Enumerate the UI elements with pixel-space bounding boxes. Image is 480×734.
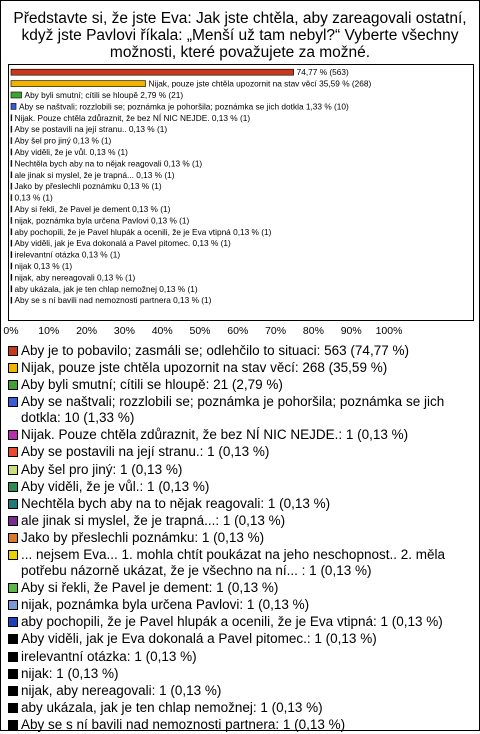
bar-4 [11, 103, 16, 109]
legend-swatch-10 [8, 516, 18, 526]
bar-label-1: 74,77 % (563) [296, 67, 349, 78]
legend-swatch-4 [8, 397, 18, 407]
bar-12 [11, 195, 12, 201]
legend-item-1 [8, 343, 474, 359]
legend-label-16: Aby viděli, jak je Eva dokonalá a Pavel pitomec.: 1 (0,13 %) [21, 631, 377, 647]
bar-9 [11, 160, 12, 166]
bar-label-14: nijak, poznámka byla určena Pavlovi 0,13 % (1) [14, 215, 190, 226]
bar-15 [11, 229, 12, 235]
legend-label-3: Aby byli smutní; cítili se hloupě: 21 (2,79 %) [21, 377, 283, 393]
bar-label-15: aby pochopili, že je Pavel hlupák a ocenili, že je Eva vtipná 0,13 % (1) [14, 226, 272, 237]
legend-label-10: ale jinak si myslel, že je trapná...: 1 (0,13 %) [21, 512, 286, 528]
chart-title: Představte si, že jste Eva: Jak jste chtěla, aby zareagovali ostatní, když jste Pavlovi říkala: „Menší už tam nebyl?“ Vyberte všechny možnosti, které považujete za možné. [13, 10, 467, 61]
legend-label-8: Aby viděli, že je vůl.: 1 (0,13 %) [21, 478, 210, 494]
legend-item-12 [8, 547, 474, 579]
legend-item-16 [8, 631, 474, 647]
bar-label-8: Aby viděli, že je vůl. 0,13 % (1) [14, 147, 128, 157]
legend-item-5 [8, 427, 474, 443]
legend-swatch-9 [8, 499, 18, 509]
x-tick-6: 60% [227, 325, 249, 337]
legend-label-17: irelevantní otázka: 1 (0,13 %) [21, 648, 197, 664]
bar-18 [11, 263, 12, 269]
bar-label-2: Nijak, pouze jste chtěla upozornit na stav věcí 35,59 % (268) [148, 78, 372, 89]
legend-swatch-6 [8, 447, 18, 457]
legend-label-12: ... nejsem Eva... 1. mohla chtít poukázat na jeho neschopnost.. 2. měla potřebu názorně ukázat, že je všechno na ní... : 1 (0,13 %) [21, 547, 445, 579]
x-tick-9: 90% [340, 325, 362, 337]
legend-swatch-11 [8, 533, 18, 543]
legend-item-4 [8, 394, 474, 426]
legend-item-9 [8, 496, 474, 512]
legend-item-3 [8, 377, 474, 393]
x-tick-8: 80% [302, 325, 324, 337]
x-tick-4: 40% [151, 325, 173, 337]
legend-item-6 [8, 444, 474, 460]
x-tick-5: 50% [189, 325, 211, 337]
legend-label-6: Aby se postavili na její stranu.: 1 (0,13 %) [21, 444, 270, 460]
legend-item-11 [8, 530, 474, 546]
bar-chart [0, 0, 480, 340]
legend-swatch-1 [8, 346, 18, 356]
bar-11 [11, 183, 12, 189]
bar-17 [11, 252, 12, 258]
bar-21 [11, 297, 12, 303]
legend-label-2: Nijak, pouze jste chtěla upozornit na stav věcí: 268 (35,59 %) [21, 360, 388, 376]
legend-label-1: Aby je to pobavilo; zasmáli se; odlehčilo to situaci: 563 (74,77 %) [21, 343, 409, 358]
legend-item-20 [8, 700, 474, 716]
legend-label-7: Aby šel pro jiný: 1 (0,13 %) [21, 461, 183, 477]
legend-item-21 [8, 717, 474, 733]
legend-item-18 [8, 666, 474, 682]
legend-label-20: aby ukázala, jak je ten chlap nemožnej: 1 (0,13 %) [21, 699, 323, 715]
bar-label-19: nijak, aby nereagovali 0,13 % (1) [14, 272, 136, 283]
bar-3 [11, 92, 22, 98]
legend [8, 343, 474, 734]
bar-label-21: Aby se s ní bavili nad nemoznosti partnera 0,13 % (1) [14, 295, 212, 306]
legend-label-15: aby pochopili, že je Pavel hlupák a ocenili, že je Eva vtipná: 1 (0,13 %) [21, 614, 443, 630]
x-tick-1: 10% [38, 325, 60, 337]
legend-swatch-8 [8, 482, 18, 492]
bar-6 [11, 126, 12, 132]
x-tick-10: 100% [375, 325, 403, 337]
legend-item-14 [8, 597, 474, 613]
bar-label-17: irelevantní otázka 0,13 % (1) [14, 249, 121, 260]
bar-label-7: Aby šel pro jiný 0,13 % (1) [14, 135, 112, 146]
legend-item-8 [8, 479, 474, 495]
bar-16 [11, 240, 12, 246]
legend-swatch-17 [8, 652, 18, 662]
legend-item-2 [8, 360, 474, 376]
legend-swatch-19 [8, 686, 18, 696]
bar-5 [11, 115, 12, 121]
legend-swatch-20 [8, 703, 18, 713]
bar-13 [11, 206, 12, 212]
legend-item-10 [8, 513, 474, 529]
bar-label-4: Aby se naštvali; rozzlobili se; poznámka je pohoršila; poznámka se jich dotkla 1,33 % (10) [19, 101, 349, 112]
legend-swatch-21 [8, 720, 18, 730]
x-tick-2: 20% [76, 325, 98, 337]
bar-label-13: Aby si řekli, že Pavel je dement 0,13 % (1) [14, 204, 171, 214]
x-tick-7: 70% [265, 325, 287, 337]
legend-swatch-16 [8, 634, 18, 644]
legend-swatch-14 [8, 600, 18, 610]
bar-label-18: nijak 0,13 % (1) [14, 261, 73, 271]
legend-swatch-18 [8, 669, 18, 679]
bar-label-3: Aby byli smutní; cítili se hloupě 2,79 % (21) [24, 90, 184, 100]
legend-label-19: nijak, aby nereagovali: 1 (0,13 %) [21, 682, 222, 698]
legend-label-4: Aby se naštvali; rozzlobili se; poznámka je pohoršila; poznámka se jich dotkla: 10 (1,33 %) [21, 394, 445, 426]
bar-10 [11, 172, 12, 178]
legend-label-9: Nechtěla bych aby na to nějak reagovali: 1 (0,13 %) [21, 495, 331, 511]
bar-7 [11, 138, 12, 144]
legend-swatch-15 [8, 617, 18, 627]
legend-label-21: Aby se s ní bavili nad nemoznosti partnera: 1 (0,13 %) [21, 716, 346, 732]
legend-item-15 [8, 614, 474, 630]
bar-label-20: aby ukázala, jak je ten chlap nemožnej 0,13 % (1) [14, 283, 198, 294]
legend-item-19 [8, 683, 474, 699]
bar-label-16: Aby viděli, jak je Eva dokonalá a Pavel pitomec. 0,13 % (1) [14, 238, 231, 249]
bar-label-12: 0,13 % (1) [14, 192, 53, 203]
legend-swatch-12 [8, 550, 18, 560]
legend-label-14: nijak, poznámka byla určena Pavlovi: 1 (0,13 %) [21, 597, 310, 613]
bar-label-6: Aby se postavili na její stranu.. 0,13 % (1) [14, 124, 168, 135]
legend-label-13: Aby si řekli, že Pavel je dement: 1 (0,13 %) [21, 580, 279, 596]
bar-label-9: Nechtěla bych aby na to nějak reagovali 0,13 % (1) [14, 158, 203, 169]
legend-label-11: Jako by přeslechli poznámku: 1 (0,13 %) [21, 529, 265, 545]
bar-1 [11, 69, 294, 75]
legend-swatch-2 [8, 363, 18, 373]
bar-label-5: Nijak. Pouze chtěla zdůraznit, že bez NÍ NIC NEJDE. 0,13 % (1) [14, 112, 251, 123]
bar-20 [11, 286, 12, 292]
legend-swatch-7 [8, 465, 18, 475]
legend-item-7 [8, 462, 474, 478]
legend-label-18: nijak: 1 (0,13 %) [21, 665, 119, 681]
legend-swatch-13 [8, 583, 18, 593]
legend-swatch-3 [8, 380, 18, 390]
legend-item-17 [8, 649, 474, 665]
legend-item-13 [8, 580, 474, 596]
x-tick-3: 30% [113, 325, 135, 337]
bar-label-10: ale jinak si myslel, že je trapná... 0,13 % (1) [14, 169, 175, 180]
legend-swatch-5 [8, 430, 18, 440]
bar-2 [11, 81, 146, 87]
bar-label-11: Jako by přeslechli poznámku 0,13 % (1) [14, 181, 162, 192]
legend-label-5: Nijak. Pouze chtěla zdůraznit, že bez NÍ NIC NEJDE.: 1 (0,13 %) [21, 427, 409, 443]
bar-19 [11, 274, 12, 280]
x-tick-0: 0% [3, 325, 19, 337]
bar-14 [11, 217, 12, 223]
bar-8 [11, 149, 12, 155]
